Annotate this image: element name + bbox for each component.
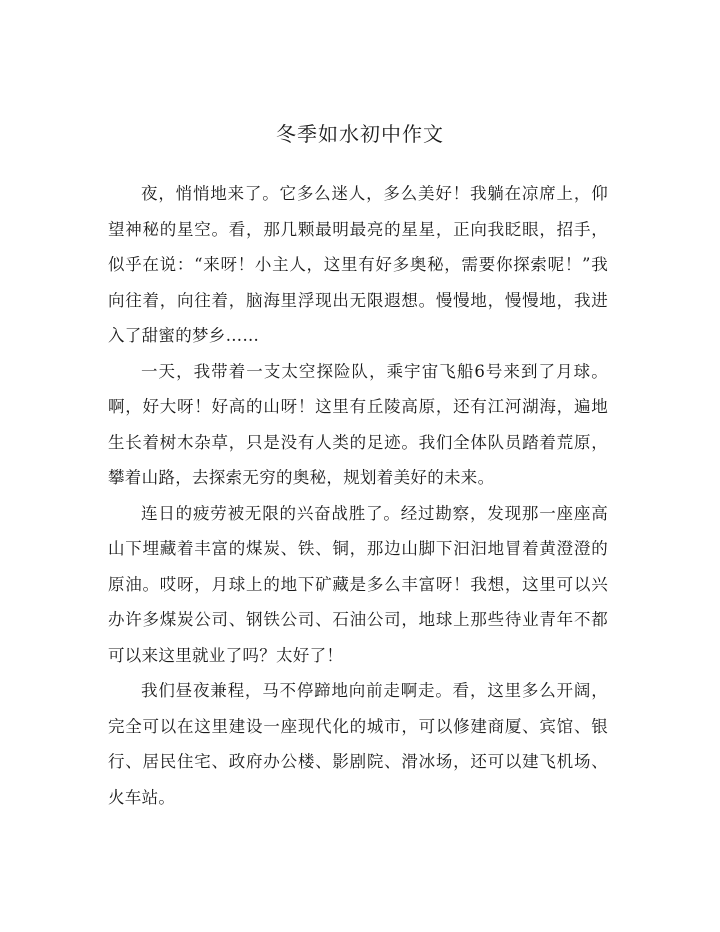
document-body: [108, 176, 608, 815]
document-title: 冬季如水初中作文: [276, 122, 444, 146]
paragraph: 连日的疲劳被无限的兴奋战胜了。经过勘察，发现那一座座高山下埋藏着丰富的煤炭、铁、铜，那边山脚下汩汩地冒着黄澄澄的原油。哎呀，月球上的地下矿藏是多么丰富呀！我想，这里可以兴办许多煤炭公司、钢铁公司、石油公司，地球上那些待业青年不都可以来这里就业了吗？太好了！: [108, 503, 608, 665]
paragraph: 我们昼夜兼程，马不停蹄地向前走啊走。看，这里多么开阔，完全可以在这里建设一座现代化的城市，可以修建商厦、宾馆、银行、居民住宅、政府办公楼、影剧院、滑冰场，还可以建飞机场、火车站。: [108, 681, 608, 807]
paragraph: 一天，我带着一支太空探险队，乘宇宙飞船6号来到了月球。啊，好大呀！好高的山呀！这里有丘陵高原，还有江河湖海，遍地生长着树木杂草，只是没有人类的足迹。我们全体队员踏着荒原，攀着山路，去探索无穷的奥秘，规划着美好的未来。: [108, 361, 608, 487]
paragraph: 夜，悄悄地来了。它多么迷人，多么美好！我躺在凉席上，仰望神秘的星空。看，那几颗最明最亮的星星，正向我眨眼，招手，似乎在说：“来呀！小主人，这里有好多奥秘，需要你探索呢！”我向往着，向往着，脑海里浮现出无限遐想。慢慢地，慢慢地，我进入了甜蜜的梦乡……: [108, 184, 608, 345]
